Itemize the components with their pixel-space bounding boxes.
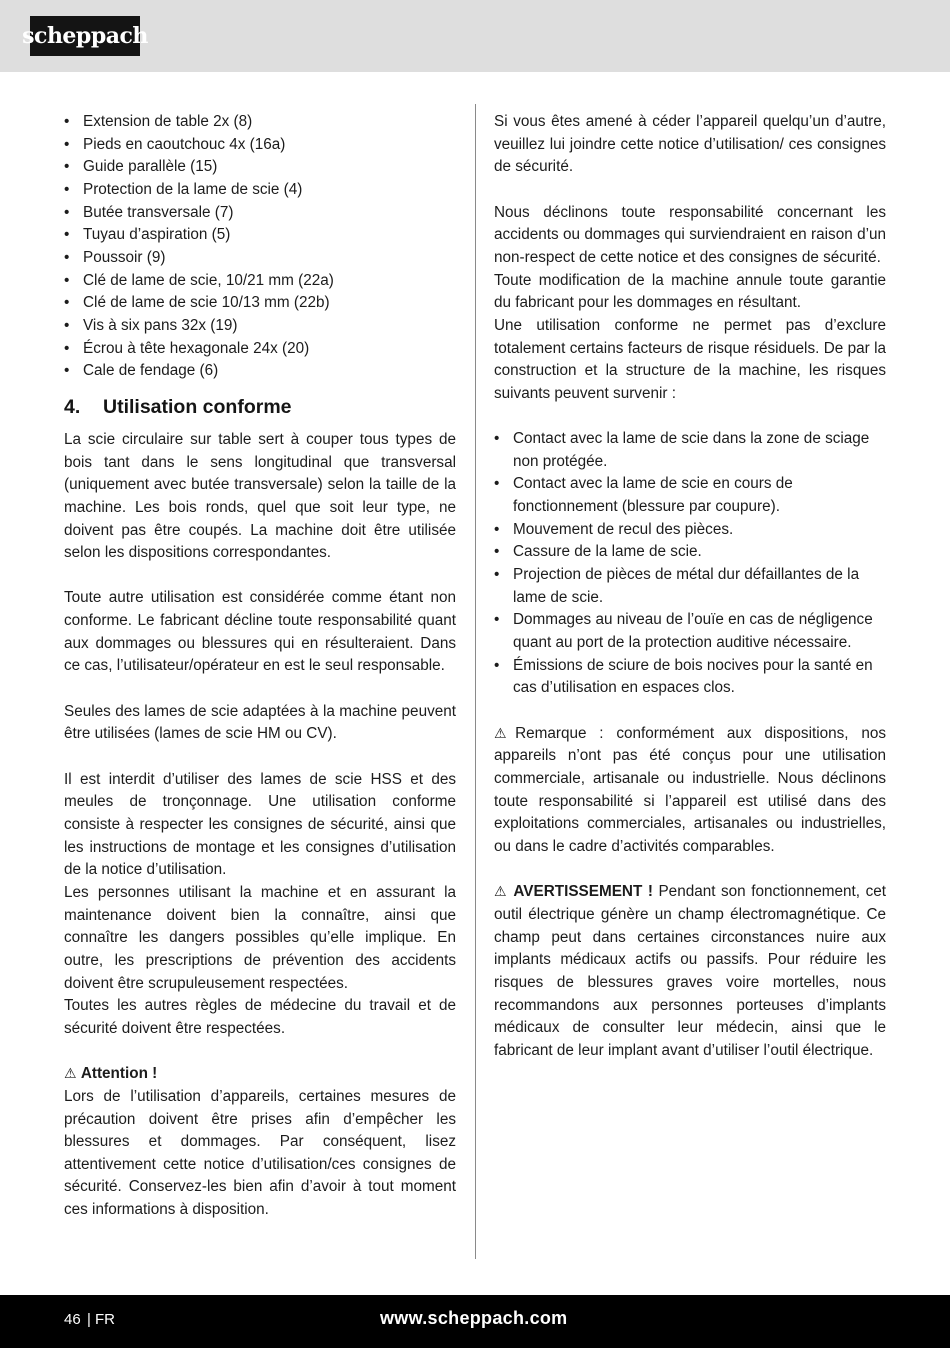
warning-triangle-icon: ⚠ bbox=[64, 1066, 77, 1083]
list-item: • Tuyau d’aspiration (5) bbox=[64, 226, 231, 244]
paragraph-intended-use: La scie circulaire sur table sert à couper tous types de bois tant dans le sens longitudinal que transversal (uniquement avec butée transversale) selon la taille de la machine. Les bois ronds, quel que soit leur type, ne doivent pas être coupés. La machine doit être utilisée selon les dispositions correspondantes. bbox=[64, 430, 456, 562]
list-item: • Poussoir (9) bbox=[64, 248, 166, 266]
list-item: • Cale de fendage (6) bbox=[64, 362, 219, 380]
list-item: • Cassure de la lame de scie. bbox=[494, 543, 702, 561]
paragraph-forbidden-blades: Il est interdit d’utiliser des lames de scie HSS et des meules de tronçonnage. Une utilisation conforme consiste à respecter les consignes de sécurité, ainsi que les instructions de montage et les consignes d’utilisation de la notice d’utilisation. bbox=[64, 770, 456, 879]
list-item: • Protection de la lame de scie (4) bbox=[64, 180, 303, 198]
list-item: • Extension de table 2x (8) bbox=[64, 113, 253, 130]
page-number: 46 bbox=[64, 1311, 81, 1328]
list-item: • Émissions de sciure de bois nocives pour la santé en cas d’utilisation en espaces clos. bbox=[494, 656, 873, 697]
attention-label: Attention ! bbox=[80, 1065, 158, 1083]
page-footer bbox=[0, 1295, 950, 1348]
language-code: FR bbox=[95, 1311, 115, 1328]
list-item: • Clé de lame de scie 10/13 mm (22b) bbox=[64, 294, 330, 312]
paragraph-operators: Les personnes utilisant la machine et en assurant la maintenance doivent bien la connaître, ainsi que connaître les dangers possibles qu’elle implique. En outre, les prescriptions de prévention des accidents doivent être scrupuleusement respectées. bbox=[64, 883, 456, 992]
paragraph-occupational-rules: Toutes les autres règles de médecine du travail et de sécurité doivent être respectées. bbox=[64, 997, 456, 1037]
list-item: • Écrou à tête hexagonale 24x (20) bbox=[64, 339, 310, 357]
list-item: • Clé de lame de scie, 10/21 mm (22a) bbox=[64, 271, 334, 289]
list-item: • Dommages au niveau de l’ouïe en cas de négligence quant au port de la protection auditive nécessaire. bbox=[494, 611, 873, 652]
warning-block bbox=[494, 881, 886, 1062]
list-item: • Projection de pièces de métal dur défaillantes de la lame de scie. bbox=[494, 566, 860, 606]
list-item: • Contact avec la lame de scie dans la zone de sciage non protégée. bbox=[494, 430, 870, 470]
list-item: • Butée transversale (7) bbox=[64, 203, 234, 221]
warning-triangle-icon: ⚠ bbox=[494, 725, 516, 742]
remark-text: Remarque : conformément aux dispositions, nos appareils n’ont pas été conçus pour une utilisation commerciale, artisanale ou industrielle. Nous déclinons toute responsabilité si l’appareil est utilisé dans des exploitations commerciales, artisanales ou industrielles, ou dans le cadre d’activités comparables. bbox=[494, 724, 886, 855]
paragraph-residual-risks: Une utilisation conforme ne permet pas d’exclure totalement certains facteurs de risque résiduels. De par la construction et la structure de la machine, les risques suivants peuvent survenir : bbox=[494, 316, 886, 402]
remark-block bbox=[494, 723, 886, 859]
section-title: Utilisation conforme bbox=[103, 395, 292, 418]
paragraph-transfer: Si vous êtes amené à céder l’appareil quelqu’un d’autre, veuillez lui joindre cette notice d’utilisation/ ces consignes de sécurité. bbox=[494, 113, 886, 176]
risk-list bbox=[494, 428, 886, 700]
brand-logo: scheppach bbox=[30, 16, 140, 56]
right-column bbox=[494, 111, 886, 1063]
paragraph-non-conform: Toute autre utilisation est considérée comme étant non conforme. Le fabricant décline toute responsabilité quant aux dommages ou blessures qui en résulteraient. Dans ce cas, l’utilisateur/opérateur en est le seul responsable. bbox=[64, 589, 456, 675]
website-link[interactable]: www.scheppach.com bbox=[380, 1308, 568, 1328]
section-number: 4. bbox=[64, 395, 81, 418]
left-column bbox=[64, 111, 456, 1222]
warning-triangle-icon: ⚠ bbox=[494, 884, 508, 901]
list-item: • Contact avec la lame de scie en cours de fonctionnement (blessure par coupure). bbox=[494, 475, 793, 516]
parts-list bbox=[64, 111, 456, 383]
list-item: • Vis à six pans 32x (19) bbox=[64, 316, 238, 334]
attention-text: Lors de l’utilisation d’appareils, certaines mesures de précaution doivent être prises afin d’empêcher les blessures et dommages. Par conséquent, lisez attentivement cette notice d’utilisation/ces consignes de sécurité. Conservez-les bien afin d’avoir à tout moment ces informations à disposition. bbox=[64, 1087, 456, 1219]
warning-text: Pendant son fonctionnement, cet outil électrique génère un champ électromagnétique. Ce champ peut dans certaines circonstances nuire aux implants médicaux actifs ou passifs. Pour réduire les risques de blessures graves voire mortelles, nous recommandons aux personnes porteuses d’implants médicaux de consulter leur médecin, ainsi que le fabricant de leur implant avant d’utiliser l’outil électrique. bbox=[494, 883, 887, 1059]
column-divider bbox=[475, 104, 476, 1259]
paragraph-liability: Nous déclinons toute responsabilité concernant les accidents ou dommages qui surviendraient en raison d’un non-respect de cette notice et des consignes de sécurité. bbox=[494, 203, 886, 266]
list-item: • Mouvement de recul des pièces. bbox=[494, 520, 734, 538]
list-item: • Guide parallèle (15) bbox=[64, 158, 218, 176]
list-item: • Pieds en caoutchouc 4x (16a) bbox=[64, 135, 286, 153]
paragraph-modification: Toute modification de la machine annule toute garantie du fabricant pour les dommages en résultant. bbox=[494, 271, 886, 312]
page-header bbox=[0, 0, 950, 72]
section-heading bbox=[64, 392, 456, 429]
attention-heading bbox=[64, 1063, 456, 1086]
warning-label: AVERTISSEMENT ! bbox=[513, 883, 653, 901]
footer-separator: | bbox=[87, 1311, 91, 1328]
paragraph-saw-blades: Seules des lames de scie adaptées à la machine peuvent être utilisées (lames de scie HM ou CV). bbox=[64, 702, 456, 743]
